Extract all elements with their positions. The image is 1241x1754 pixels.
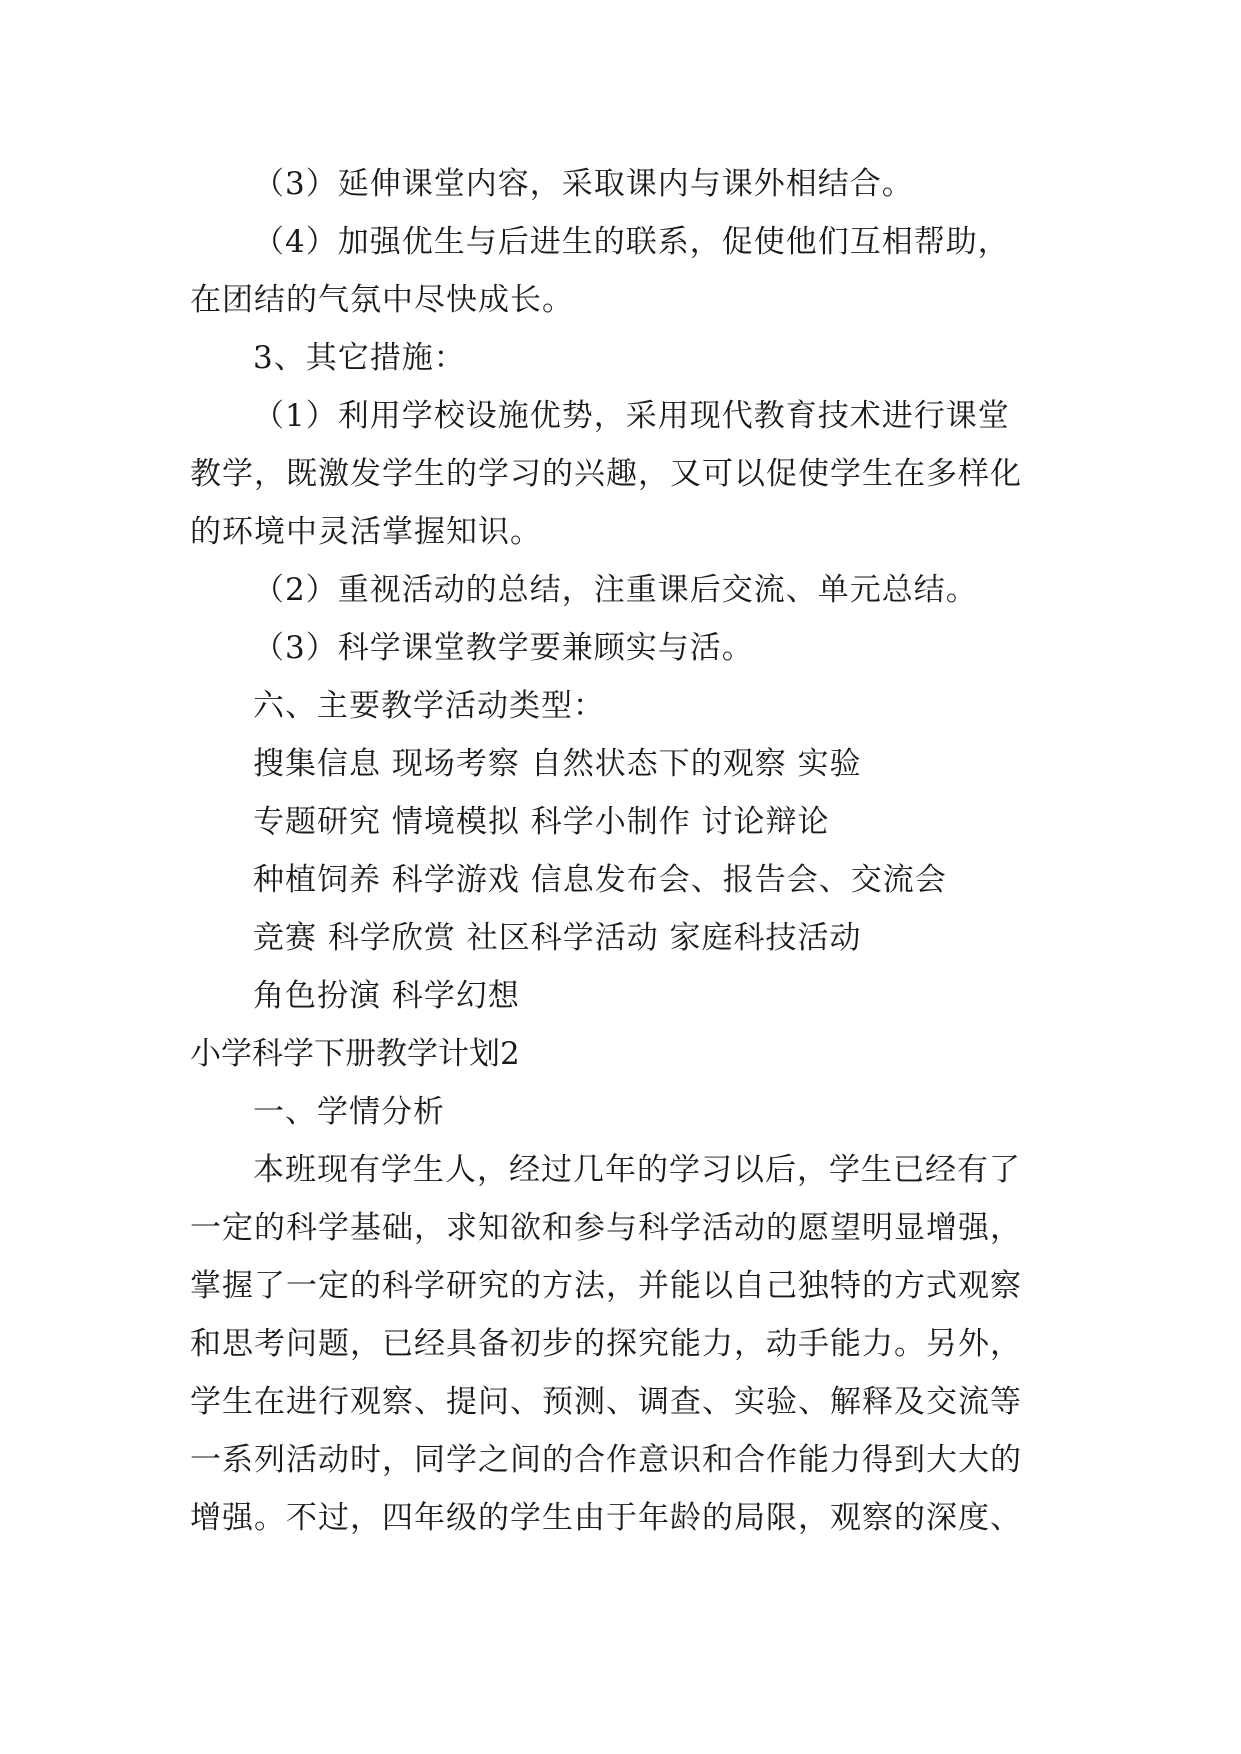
section-heading: 一、学情分析 xyxy=(253,1094,445,1130)
section-heading: 六、主要教学活动类型： xyxy=(253,688,605,724)
text-line: 种植饲养 科学游戏 信息发布会、报告会、交流会 xyxy=(253,862,947,898)
text-line: 在团结的气氛中尽快成长。 xyxy=(190,282,574,318)
text-line: 一系列活动时，同学之间的合作意识和合作能力得到大大的 xyxy=(190,1442,1022,1478)
text-line: 角色扮演 科学幻想 xyxy=(253,978,520,1014)
text-line: 3、其它措施： xyxy=(253,340,466,376)
text-line: 教学，既激发学生的学习的兴趣，又可以促使学生在多样化 xyxy=(190,456,1022,492)
text-line: （1）利用学校设施优势，采用现代教育技术进行课堂 xyxy=(253,398,1010,434)
text-line: （3）延伸课堂内容，采取课内与课外相结合。 xyxy=(253,166,914,202)
text-line: 本班现有学生人，经过几年的学习以后，学生已经有了 xyxy=(253,1152,1021,1188)
text-line: 一定的科学基础，求知欲和参与科学活动的愿望明显增强， xyxy=(190,1210,1022,1246)
text-line: 掌握了一定的科学研究的方法，并能以自己独特的方式观察 xyxy=(190,1268,1022,1304)
text-line: 专题研究 情境模拟 科学小制作 讨论辩论 xyxy=(253,804,830,840)
text-line: （3）科学课堂教学要兼顾实与活。 xyxy=(253,630,754,666)
text-line: 搜集信息 现场考察 自然状态下的观察 实验 xyxy=(253,746,862,782)
text-line: （2）重视活动的总结，注重课后交流、单元总结。 xyxy=(253,572,978,608)
text-line: 竞赛 科学欣赏 社区科学活动 家庭科技活动 xyxy=(253,920,862,956)
text-line: （4）加强优生与后进生的联系，促使他们互相帮助， xyxy=(253,224,1010,260)
document-title: 小学科学下册教学计划2 xyxy=(190,1036,520,1072)
text-line: 增强。不过，四年级的学生由于年龄的局限，观察的深度、 xyxy=(190,1500,1022,1536)
text-line: 学生在进行观察、提问、预测、调查、实验、解释及交流等 xyxy=(190,1384,1022,1420)
text-line: 和思考问题，已经具备初步的探究能力，动手能力。另外， xyxy=(190,1326,1022,1362)
text-line: 的环境中灵活掌握知识。 xyxy=(190,514,542,550)
